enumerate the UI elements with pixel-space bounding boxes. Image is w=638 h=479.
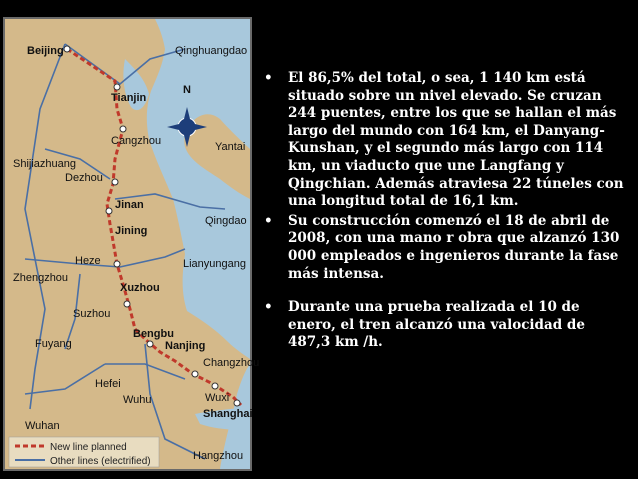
- city-label-xuzhou: Xuzhou: [120, 282, 160, 294]
- city-label-lianyungang: Lianyungang: [183, 258, 247, 270]
- city-dot-cangzhou: [120, 126, 126, 132]
- city-dot-tianjin: [114, 84, 120, 90]
- bullet-dot: •: [264, 299, 273, 316]
- city-label-jining: Jining: [115, 225, 148, 237]
- map-graphic: [5, 19, 260, 469]
- city-label-zhengzhou: Zhengzhou: [13, 272, 69, 284]
- bullet-text: Durante una prueba realizada el 10 de enero, el tren alcanzó una valocidad de 487,3 km /h.: [288, 299, 585, 351]
- legend-new-line-label: New line planned: [50, 442, 127, 453]
- city-dot-xuzhou: [114, 261, 120, 267]
- city-label-wuhu: Wuhu: [123, 394, 152, 406]
- city-label-shijiazhuang: Shijiazhuang: [13, 158, 76, 170]
- city-label-wuxi: Wuxi: [205, 392, 230, 404]
- city-dot-nanjing: [147, 341, 153, 347]
- bullet-item: [262, 299, 628, 352]
- city-dot-changzhou: [192, 371, 198, 377]
- city-dot-jining: [106, 208, 112, 214]
- bullet-item: [262, 70, 628, 211]
- city-dot-bengbu: [124, 301, 130, 307]
- city-label-changzhou: Changzhou: [203, 357, 260, 369]
- city-label-heze: Heze: [75, 255, 101, 267]
- city-label-hangzhou: Hangzhou: [193, 450, 244, 462]
- city-label-tianjin: Tianjin: [111, 92, 147, 104]
- city-label-cangzhou: Cangzhou: [111, 135, 162, 147]
- bullet-text: Su construcción comenzó el 18 de abril de 2008, con una mano r obra que alzanzó 130 000 empleados e ingenieros durante la fase más intensa.: [288, 212, 620, 282]
- city-label-dezhou: Dezhou: [65, 172, 103, 184]
- city-dot-wuxi: [212, 383, 218, 389]
- city-label-wuhan: Wuhan: [25, 420, 60, 432]
- city-label-jinan: Jinan: [115, 199, 144, 211]
- bullet-list: [262, 70, 628, 352]
- city-label-shanghai: Shanghai: [203, 408, 253, 420]
- map-legend: [9, 437, 159, 467]
- city-label-beijing: Beijing: [27, 45, 64, 57]
- city-label-qinghuangdao: Qinghuangdao: [175, 45, 248, 57]
- city-dot-jinan: [112, 179, 118, 185]
- city-dot-beijing: [64, 46, 70, 52]
- railway-map: [3, 17, 260, 471]
- city-label-fuyang: Fuyang: [35, 338, 72, 350]
- city-label-hefei: Hefei: [95, 378, 121, 390]
- city-dot-shanghai: [234, 400, 240, 406]
- north-label: N: [183, 84, 191, 96]
- bullet-dot: •: [264, 212, 273, 229]
- city-label-suzhou: Suzhou: [73, 308, 111, 320]
- bullet-text: El 86,5% del total, o sea, 1 140 km está situado sobre un nivel elevado. Se cruzan 244 puentes, entre los que se hallan el más largo del mundo con 164 km, el Danyang-Kunshan, y el segundo más largo con 114 km, un viaducto que une Langfang y Qingchian. Además atraviesa 22 túneles con una longitud total de 16,1 km.: [288, 70, 624, 210]
- bullet-item: [262, 213, 628, 283]
- city-label-yantai: Yantai: [215, 141, 246, 153]
- city-label-bengbu: Bengbu: [133, 328, 174, 340]
- bullet-dot: •: [264, 70, 273, 86]
- legend-other-lines-label: Other lines (electrified): [50, 456, 151, 467]
- city-label-nanjing: Nanjing: [165, 340, 206, 352]
- city-label-qingdao: Qingdao: [205, 215, 247, 227]
